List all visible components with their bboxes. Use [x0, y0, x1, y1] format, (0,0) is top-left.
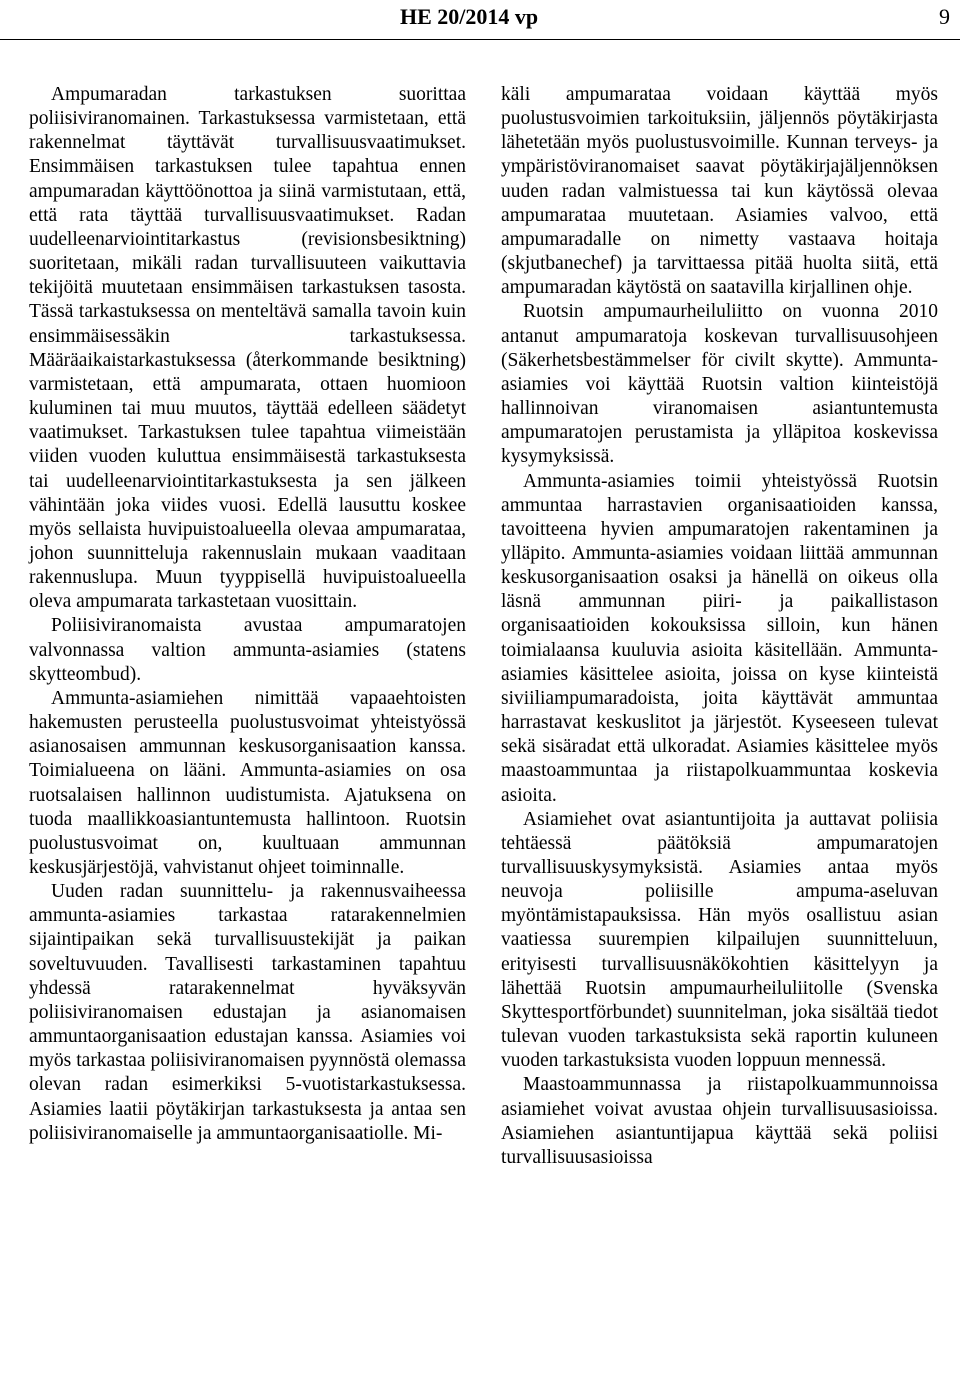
document-identifier: HE 20/2014 vp [400, 4, 539, 29]
page-header [0, 0, 960, 40]
paragraph-experts: Asiamiehet ovat asiantuntijoita ja auttavat poliisia tehtäessä päätöksiä ampumaratojen turvallisuuskysymyksistä. Asiamies antaa myös neuvoja poliisille ampuma-aseluvan myöntämistapauksissa. Hän myös osallistuu asian vaatiessa suurempien kilpailujen suunnitteluun, erityisesti turvallisuusnäkökohtien käsittelyyn ja lähettää Ruotsin ampumaurheiluliitolle (Svenska Skyttesportförbundet) suunnitelman, joka sisältää tiedot tulevan vuoden tarkastuksista sekä raportin kuluneen vuoden tarkastuksista vuoden loppuun mennessä. [501, 808, 938, 1072]
paragraph-field-shooting: Maastoammunnassa ja riistapolkuammunnoissa asiamiehet voivat avustaa ohjein turvallisuusasioissa. Asiamiehen asiantuntijapua käyttää sekä poliisi turvallisuusasioissa [501, 1074, 938, 1168]
paragraph-continued-inspection: käli ampumarataa voidaan käyttää myös puolustusvoimien tarkoituksiin, jäljennös pöytäkirjasta lähetetään myös puolustusvoimille. Kunnan terveys- ja ympäristöviranomaiset saavat pöytäkirjajäljennöksen uuden radan valmistuessa tai kun käytössä olevaa ampumarataa muutetaan. Asiamies valvoo, että ampumaradalle on nimetty vastaava hoitaja (skjutbanechef) ja tarvittaessa pitää huolta siitä, että ampumaradan käytöstä on saatavilla kirjallinen ohje. [501, 84, 938, 299]
page-number: 9 [939, 4, 950, 29]
paragraph-shooting-ombudsman: Poliisiviranomaista avustaa ampumaratojen valvonnassa valtion ammunta-asiamies (statens skytteombud). [29, 615, 466, 685]
left-column [29, 83, 466, 1146]
paragraph-cooperation: Ammunta-asiamies toimii yhteistyössä Ruotsin ammuntaa harrastavien organisaatioiden kanssa, tavoitteena hyvien ampumaratojen rakentaminen ja ylläpito. Ammunta-asiamies voidaan liittää ammunnan keskusorganisaation osaksi ja hänellä on oikeus olla läsnä ammunnan piiri- ja paikallistason organisaatioiden kokouksissa silloin, kun hänen toimialaansa kuuluvia asioita käsitellään. Ammunta-asiamies käsittelee asioita, joissa on kyse kiinteistä siviiliampumaradoista, joita käyttävät ammuntaa harrastavat keskuslitot ja järjestöt. Kyseeseen tulevat sekä sisäradat että ulkoradat. Asiamies käsittelee myös maastoammuntaa ja riistapolkuammuntaa koskevia asioita. [501, 470, 938, 806]
paragraph-ombudsman-appointment: Ammunta-asiamiehen nimittää vapaaehtoisten hakemusten perusteella puolustusvoimat yhteistyössä asianosaisen ammunnan keskusorganisaation kanssa. Toimialueena on lääni. Ammunta-asiamies on osa ruotsalaisen hallinnon uudistumista. Ajatuksena on tuoda maallikkoasiantuntemusta hallintoon. Ruotsin puolustusvoimat on, kuultuaan ammunnan keskusjärjestöjä, vahvistanut ohjeet toiminnalle. [29, 687, 466, 878]
paragraph-safety-instructions: Ruotsin ampumaurheiluliitto on vuonna 2010 antanut ampumaratoja koskevan turvallisuusohjeen (Säkerhetsbestämmelser för civilt skytte). Ammunta-asiamies voi käyttää Ruotsin valtion kiinteistöjä hallinnoivan viranomaisen asiantuntemusta ampumaratojen perustamista ja ylläpitoa koskevissa kysymyksissä. [501, 301, 938, 468]
paragraph-range-inspection: Ampumaradan tarkastuksen suorittaa poliisiviranomainen. Tarkastuksessa varmistetaan, että rakennelmat täyttävät turvallisuusvaatimukset. Ensimmäisen tarkastuksen tulee tapahtua ennen ampumaradan käyttöönottoa ja siinä varmistutaan, että, että rata täyttää turvallisuusvaatimukset. Radan uudelleenarviointitarkastus (revisionsbesiktning) suoritetaan, mikäli radan turvallisuuteen vaikuttavia tekijöitä muutetaan ensimmäisen tarkastuksen tasosta. Tässä tarkastuksessa on menteltävä samalla tavoin kuin ensimmäisessäkin tarkastuksessa. Määräaikaistarkastuksessa (återkommande besiktning) varmistetaan, että ampumarata, ottaen huomioon kuluminen tai muu muutos, täyttää edelleen säädetyt vaatimukset. Tarkastuksen tulee tapahtua viimeistään viiden vuoden kuluttua ensimmäisestä tarkastuksesta tai uudelleenarviointitarkastuksesta ja sen jälkeen vähintään joka viides vuosi. Edellä lausuttu koskee myös sellaista huvipuistoalueella olevaa ampumarataa, johon suunnitteluja rakennuslain mukaan vaaditaan rakennuslupa. Muun tyyppisellä huvipuistoalueella oleva ampumarata tarkastetaan vuosittain. [29, 84, 466, 613]
paragraph-new-range-planning: Uuden radan suunnittelu- ja rakennusvaiheessa ammunta-asiamies tarkastaa ratarakennelmien sijaintipaikan sekä turvallisuustekijät ja paikan soveltuvuuden. Tavallisesti tarkastaminen tapahtuu yhdessä ratarakennelmat hyväksyvän poliisiviranomaisen edustajan ja asianomaisen ammuntaorganisaation edustajan kanssa. Asiamies voi myös tarkastaa poliisiviranomaisen pyynnöstä olemassa olevan radan esimerkiksi 5-vuotistarkastuksessa. Asiamies laatii pöytäkirjan tarkastuksesta ja antaa sen poliisiviranomaiselle ja ammuntaorganisaatiolle. Mi- [29, 881, 466, 1144]
right-column [501, 83, 938, 1170]
